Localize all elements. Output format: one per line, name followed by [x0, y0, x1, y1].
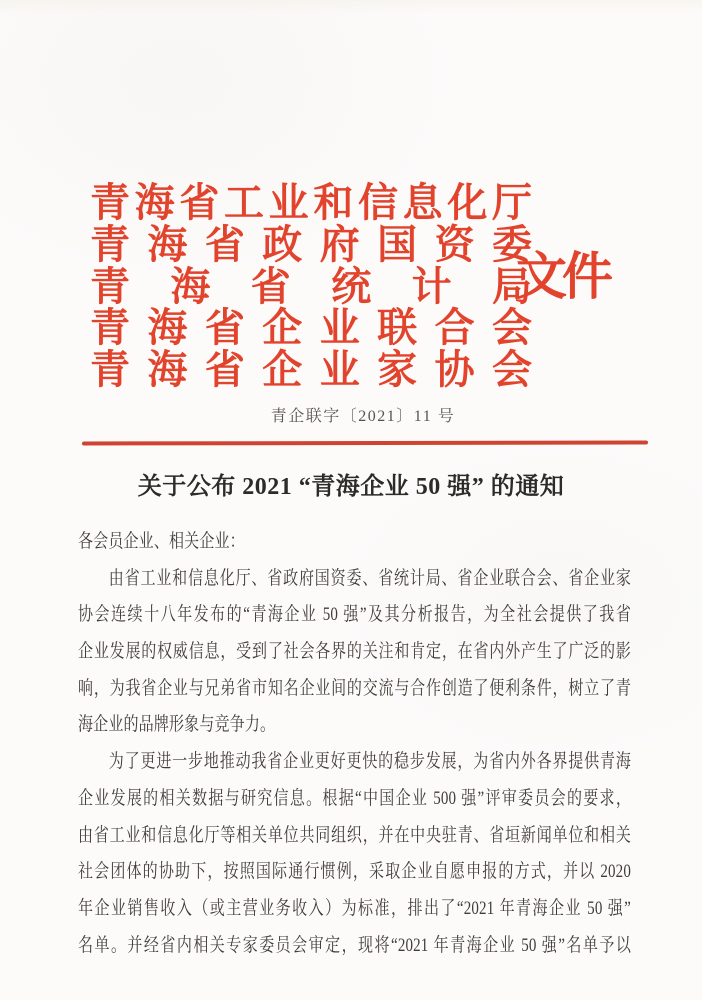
agency-name-2: 青海省政府国资委: [90, 221, 532, 267]
file-label: 文件: [516, 250, 609, 306]
body-line: 企业发展的相关数据与研究信息。根据“中国企业 500 强”评审委员会的要求，: [78, 787, 631, 809]
body-line: 企业发展的权威信息，受到了社会各界的关注和肯定，在省内外产生了广泛的影: [78, 641, 631, 663]
agency-name-4: 青海省企业联合会: [90, 305, 532, 351]
body-line: 年企业销售收入（或主营业务收入）为标准，排出了“2021 年青海企业 50 强”: [78, 897, 631, 919]
letterhead: [90, 182, 532, 391]
salutation-line: 各会员企业、相关企业：: [78, 531, 245, 552]
body-line: 响，为我省企业与兄弟省市知名企业间的交流与合作创造了便利条件，树立了青: [78, 677, 631, 699]
body-line: 海企业的品牌形象与竞争力。: [78, 714, 276, 736]
body-line: 为了更进一步地推动我省企业更好更快的稳步发展，为省内外各界提供青海: [108, 751, 631, 773]
body-line: 由省工业和信息化厅、省政府国资委、省统计局、省企业联合会、省企业家: [108, 567, 631, 589]
body-line: 由省工业和信息化厅等相关单位共同组织，并在中央驻青、省垣新闻单位和相关: [78, 824, 631, 846]
body-line: 社会团体的协助下，按照国际通行惯例，采取企业自愿申报的方式，并以 2020: [78, 861, 631, 883]
body-line: 协会连续十八年发布的“青海企业 50 强”及其分析报告，为全社会提供了我省: [78, 604, 631, 626]
document-number: 青企联字〔2021〕11 号: [270, 408, 456, 425]
document-body: [78, 524, 633, 964]
agency-name-3: 青海省统计局: [90, 263, 532, 309]
body-line: 名单。并经省内相关专家委员会审定，现将“2021 年青海企业 50 强”名单予以: [78, 934, 631, 956]
agency-name-5: 青海省企业家协会: [90, 347, 532, 393]
document-title: 关于公布 2021 “青海企业 50 强” 的通知: [137, 474, 565, 500]
red-divider-line: [82, 441, 648, 446]
agency-name-1: 青海省工业和信息化厅: [90, 180, 532, 225]
